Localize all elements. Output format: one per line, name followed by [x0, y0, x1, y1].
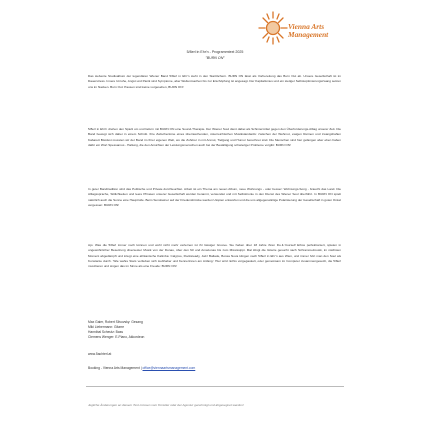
paragraph-band-tradition: In guter Bandtradition wird das Politische und Private durchleuchtet. Arbeit ist ein Thema am neuen Album, neue Wohnungs - oder besser: Wohnungs-Song - braucht das Land. Die Alltagssprache, Sittlichkeiten und leere Phrasen unserer Gesellschaft werden benannt, verwendet und mit Selbstironie in den Dienst des Wiener Soul überführt. In BURN ON spielt natürlich auch die Sonne eine Hauptrolle. Beim Sundowner auf der Friedensbrücke werden Utopien entworfen und die uns allgegenwärtige Polarisierung der Gesellschaft in guten Onkel vergessen: BURN ON! [88, 187, 341, 207]
credit-bass: Hannibal Scheutz: Bass [88, 330, 124, 334]
vienna-arts-management-logo [258, 8, 354, 52]
logo-line-1: Vienna Arts [288, 22, 325, 31]
booking-label: Booking - Vienna Arts Management | [88, 366, 143, 370]
paragraph-groove: Ajo: Was die 5/8erl immer noch können und wohl nicht mehr verlernen ist ihr lässiger Groove. Sie haben über 18 Jahre ihren Do-It-Yourself Ethos perfektioniert, spielen in ungewöhnlicher Besetzung diversester Musik von der Donau, über den Nil und Amazonas bis zum Mississippi. Mal klingt die Gitarre gesucht nach Schrammelmusik, im nächsten Moment abgedämpft und kriegt eine afrikanische Kalimba: Calypso, Rocksteady, Jazz Ballade, Bossa Nova klingen nach 5/8erl in Ehr'n aus Wien, und immer hört man den Soul als Konstante durch. 'Wie wahre Stars verlieben sich Liebhaber und Kennerinnen am Anfang.' Hier wird nichts vorgegaukelt, oder gemeinsam im Computer zusammengesetzt, die 5/8erl musizieren und singen das im Sinne als eine Freude: BURN ON! [88, 243, 341, 269]
credit-keys: Clemens Wenger: E-Piano, Akkordeon [88, 335, 145, 339]
credit-vocals: Max Gaier, Robert Slivovsky: Gesang [88, 320, 143, 324]
sun-emblem-icon [258, 8, 288, 48]
logo-line-2: Management [288, 29, 329, 39]
logo-wordmark [288, 23, 358, 38]
footer-divider [86, 386, 344, 387]
booking-email-link[interactable]: office@viennaartsmanagement.com [142, 366, 196, 370]
paragraph-intro: Das siebente Studioalbum der legendären Wiener Band 5/8erl in Ehr'n steht in den Startlöchern. BURN ON lässt als Vorbereitung das Burn Out ab. Unsere Gesellschaft ist im Dauerstress. Innere Unruhe, Angst und Panik sind Symptome, aber Wellenmachen bis zur Erschöpfung ist angesagt. Der Kapitalismus und ein stetiger Selbstoptimierungszwang setzen uns im Nacken. Burn Out: Pausen sind keine vorgesehen, BURN ON! [88, 74, 341, 89]
document-title: 5/8erl in Ehr'n - Programmtext 2025 [186, 50, 244, 54]
website-link[interactable]: www.5achterl.at [88, 352, 112, 356]
document-subtitle: "BURN ON" [205, 56, 225, 60]
footer-disclaimer: Jegliche Änderungen an diesem Text müssen vom Künstler oder der Agentur genehmigt und abgesegnet werden! [88, 403, 244, 407]
credit-guitar: Miki Liebermann: Gitarre [88, 325, 125, 329]
paragraph-sound-therapy: 5/8erl in Ehr'n drehen den Spieß um und liefern mit BURN ON eine Sound-Therapie. Der Wiener Soul dient dabei als Schmiermittel gegen den Überforderungs-Alltag unserer Zeit. Die Band bewegt sich dabei in einem Schnitt. Ihre Zwischentöne eines überraschenden, österreichischen Musikstandards: zwischen der Wehmut, ewigen Reimen und zwangshaften Kabarett Bissfest mussten wir der Band im Ihrer eigenen Welt, wo die Zuhörer in mit Anmut, Tiefgang und Humor berechnet sind. Die Menschen sind hier gefangen aber eben haben dafür ein Wort Spessamus - Haltung, die den Ansichten der Leistungsmenschen auch bei der Bewältigung schwieriger Probleme vorgibt: BURN ON! [88, 127, 341, 147]
booking-line [88, 366, 195, 371]
